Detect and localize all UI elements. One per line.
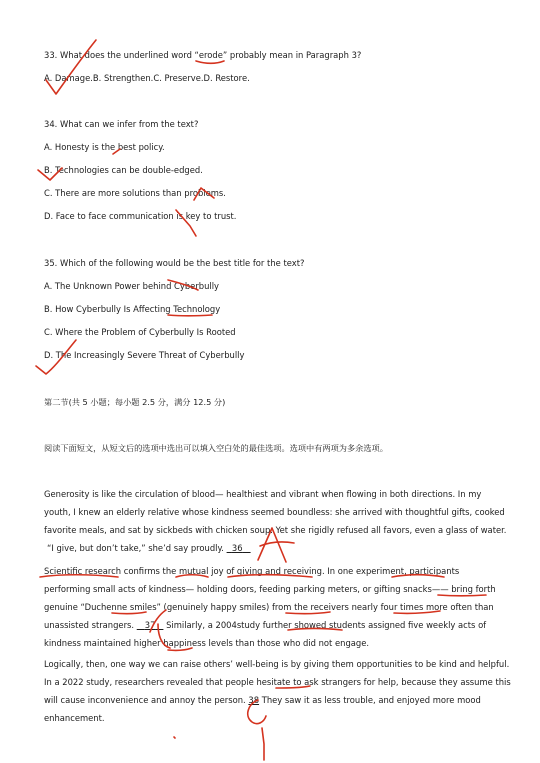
passage-p2-line4-end: Similarly, a 2004study further showed students assigned five weekly acts of [166,620,487,630]
blank-36-number: 36 [231,543,243,553]
section2-instruction: 阅读下面短文，从短文后的选项中选出可以填入空白处的最佳选项。选项中有两项为多余选项。 [44,443,388,453]
passage-p2-line2: performing small acts of kindness— holding doors, feeding parking meters, or gifting snacks—— bring forth [44,584,496,594]
q33-stem: 33. What does the underlined word “erode” probably mean in Paragraph 3? [44,50,362,60]
passage-p2-line5: kindness maintained higher happiness levels than those who did not engage. [44,638,370,648]
passage-p2-line3: genuine “Duchenne smiles” (genuinely happy smiles) from the receivers nearly four times more often than [44,602,494,612]
underline-technology [168,315,212,316]
blank-38-number: 38 [248,695,260,705]
check-mark-q33 [46,40,96,94]
q35-stem: 35. Which of the following would be the best title for the text? [44,258,305,268]
passage-p1-line2: youth, I knew an elderly relative whose kindness seemed boundless: she arrived with thoughtful gifts, cooked [44,507,505,517]
blank-37 [137,620,164,630]
passage-p1-line1: Generosity is like the circulation of blood— healthiest and vibrant when flowing in both directions. In my [44,489,482,499]
q35-option-a: A. The Unknown Power behind Cyberbully [44,281,220,291]
section2-heading: 第二节(共 5 小题；每小题 2.5 分，满分 12.5 分) [44,397,226,407]
q33-options: A. Damage.B. Strengthen.C. Preserve.D. Restore. [44,73,250,83]
blank-37-number: 37 [144,620,156,630]
q34-stem: 34. What can we infer from the text? [44,119,199,129]
passage-p3-line3-end: They saw it as less trouble, and enjoyed more mood [261,695,481,705]
passage-p3-line3 [44,695,481,706]
q34-option-a: A. Honesty is the best policy. [44,142,165,152]
underline-erode [196,61,224,63]
q35-option-c: C. Where the Problem of Cyberbully Is Rooted [44,327,236,337]
mark-38-stroke [262,728,264,760]
passage-p2-line4-start: unassisted strangers. [44,620,135,630]
passage-p3-line1: Logically, then, one way we can raise others’ well-being is by giving them opportunities to be kind and helpful. [44,659,510,669]
passage-quote-text: “I give, but don’t take,” she’d say proudly. [47,543,224,553]
passage-p3-line2: In a 2022 study, researchers revealed that people hesitate to ask strangers for help, because they assume this [44,677,511,687]
blank-36 [227,543,251,553]
q35-option-d: D. The Increasingly Severe Threat of Cyberbully [44,350,245,360]
q34-option-d: D. Face to face communication is key to trust. [44,211,237,221]
passage-p1-line3: favorite meals, and sat by sickbeds with chicken soup. Yet she rigidly refused all favors, even a glass of water. [44,525,507,535]
q34-option-b: B. Technologies can be double-edged. [44,165,203,175]
small-dot [174,737,175,738]
passage-p1-line4 [47,543,251,554]
passage-p2-line4 [44,620,486,631]
blank-38 [248,695,259,705]
q35-option-b: B. How Cyberbully Is Affecting Technology [44,304,221,314]
q34-option-c: C. There are more solutions than problems. [44,188,226,198]
underline-bring-forth [438,595,486,596]
passage-p3-line3-start: will cause inconvenience and annoy the person. [44,695,246,705]
passage-p2-line1: Scientific research confirms the mutual joy of giving and receiving. In one experiment, participants [44,566,460,576]
passage-p3-line4: enhancement. [44,713,105,723]
